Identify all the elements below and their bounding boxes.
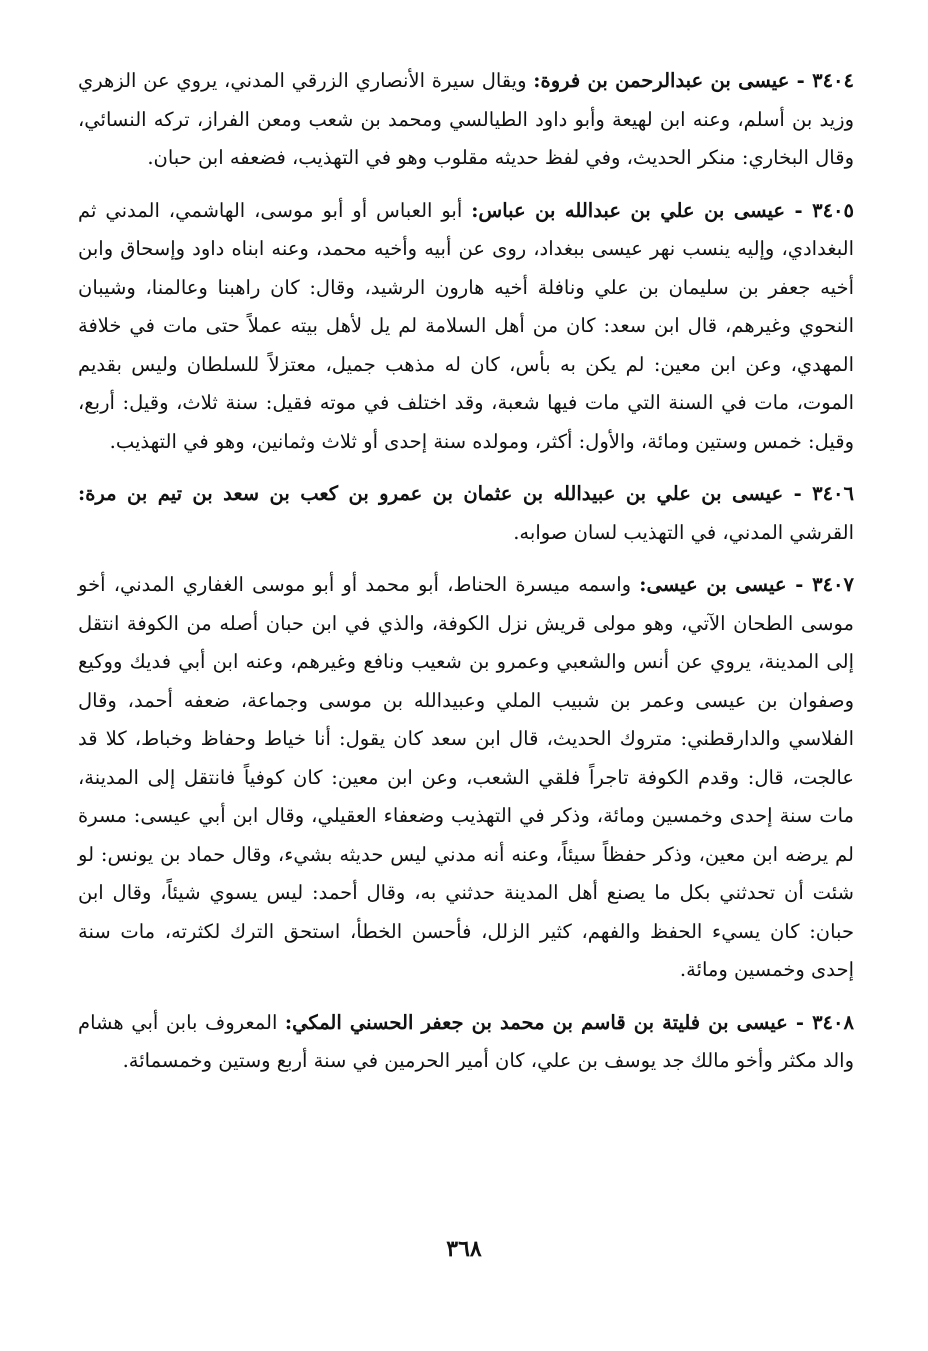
entry-3404 [78,62,854,178]
page-content [78,62,854,1095]
entry-heading: ٣٤٠٨ - عيسى بن فليتة بن قاسم بن محمد بن جعفر الحسني المكي: [284,1010,854,1034]
entry-3407 [78,566,854,990]
entry-body: ويقال سيرة الأنصاري الزرقي المدني، يروي عن الزهري وزيد بن أسلم، وعنه ابن لهيعة وأبو داود الطيالسي ومحمد بن شعب ومعن الفراز، تركه النسائي، وقال البخاري: منكر الحديث، وفي لفظ حديثه مقلوب وهو في التهذيب، فضعفه ابن حبان. [78,69,854,169]
entry-body: القرشي المدني، في التهذيب لسان صوابه. [513,520,854,544]
entry-heading: ٣٤٠٦ - عيسى بن علي بن عبيدالله بن عثمان بن عمرو بن كعب بن سعد بن تيم بن مرة: [78,482,854,505]
page-number: ٣٦٨ [446,1236,482,1262]
entry-body: أبو العباس أو أبو موسى، الهاشمي، المدني ثم البغدادي، وإليه ينسب نهر عيسى ببغداد، روى عن أبيه وأخيه محمد، وعنه ابناه داود وإسحاق وابن أخيه جعفر بن سليمان بن علي ونافلة أخيه هارون الرشيد، وقال: كان راهبنا وعالمنا، وشيبان النحوي وغيرهم، قال ابن سعد: كان من أهل السلامة لم يل لأهل بيته عملاً حتى مات في خلافة المهدي، وعن ابن معين: لم يكن به بأس، كان له مذهب جميل، معتزلاً للسلطان وليس بقديم الموت، مات في السنة التي مات فيها شعبة، وقد اختلف في موته فقيل: سنة ثلاث، وقيل: أربع، وقيل: خمس وستين ومائة، والأول: أكثر، ومولده سنة إحدى أو ثلاث وثمانين، وهو في التهذيب. [78,198,854,453]
entry-3408 [78,1004,854,1081]
entry-3405 [78,192,854,462]
entry-heading: ٣٤٠٥ - عيسى بن علي بن عبدالله بن عباس: [471,198,855,222]
entry-heading: ٣٤٠٤ - عيسى بن عبدالرحمن بن فروة: [533,69,855,92]
entry-3406 [78,475,854,552]
entry-heading: ٣٤٠٧ - عيسى بن عيسى: [639,573,855,596]
entry-body: المعروف بابن أبي هشام والد مكثر وأخو مالك جد يوسف بن علي، كان أمير الحرمين في سنة أربع وستين وخمسمائة. [78,1010,854,1072]
entry-body: واسمه ميسرة الحناط، أبو محمد أو أبو موسى الغفاري المدني، أخو موسى الطحان الآتي، وهو مولى قريش نزل الكوفة، والذي في ابن حبان أصله من الكوفة انتقل إلى المدينة، يروي عن أنس والشعبي وعمرو بن شعيب ونافع وغيرهم، وعنه ابن أبي فديك ووكيع وصفوان بن عيسى وعمر بن شبيب الملي وعبيدالله بن موسى وجماعة، ضعفه أحمد، وقال الفلاسي والدارقطني: متروك الحديث، قال ابن سعد كان يقول: أنا خياط وحفاظ وخباط، كلا قد عالجت، قال: وقدم الكوفة تاجراً فلقي الشعب، وعن ابن معين: كان كوفياً فانتقل إلى المدينة، مات سنة إحدى وخمسين ومائة، وذكر في التهذيب وضعفاء العقيلي، وقال ابن أبي عيسى: مسرة لم يرضه ابن معين، وذكر حفظاً سيئاً، وعنه أنه مدني ليس حديثه بشيء، وقال حماد بن يونس: لو شئت أن تحدثني بكل ما يصنع أهل المدينة حدثني به، وقال أحمد: ليس يسوي شيئاً، وقال ابن حبان: كان يسيء الحفظ والفهم، كثير الزلل، فأحسن الخطأ، استحق الترك لكثرته، مات سنة إحدى وخمسين ومائة. [78,573,854,981]
